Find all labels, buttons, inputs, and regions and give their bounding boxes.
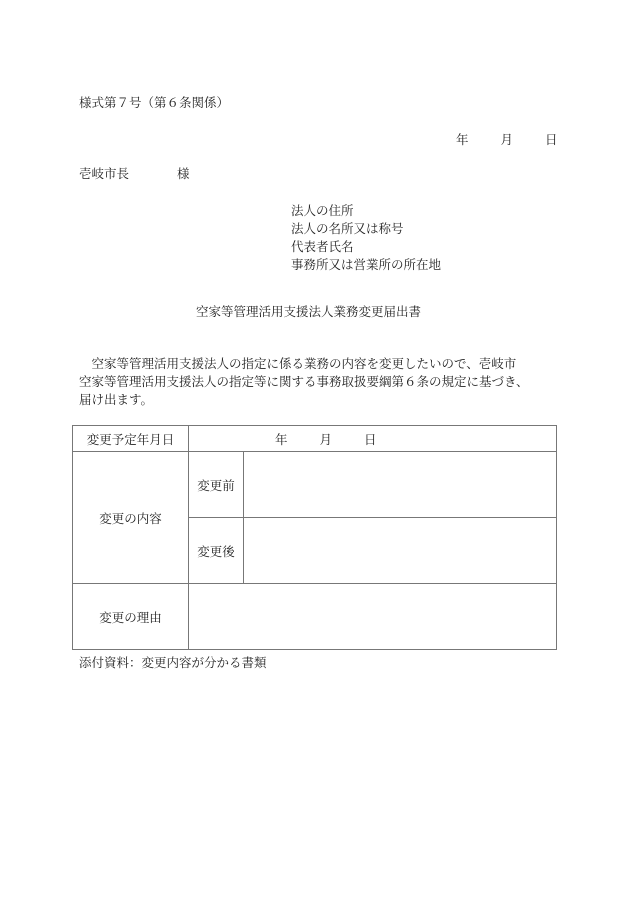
form-number: 様式第７号（第６条関係） bbox=[79, 95, 230, 110]
scheduled-date-field[interactable] bbox=[189, 426, 557, 452]
attachment-note: 添付資料：変更内容が分かる書類 bbox=[79, 655, 267, 670]
scheduled-day-label: 日 bbox=[363, 431, 377, 447]
after-value-field[interactable] bbox=[244, 518, 557, 584]
applicant-address-label: 法人の住所 bbox=[291, 203, 354, 218]
before-label: 変更前 bbox=[189, 452, 244, 518]
scheduled-month-label: 月 bbox=[319, 431, 332, 447]
reason-value-field[interactable] bbox=[189, 584, 557, 650]
submission-date bbox=[456, 132, 557, 148]
addressee bbox=[79, 166, 190, 182]
applicant-office-location-label: 事務所又は営業所の所在地 bbox=[291, 257, 442, 272]
date-day-label: 日 bbox=[544, 132, 558, 147]
applicant-fields bbox=[291, 202, 441, 274]
applicant-representative-label: 代表者氏名 bbox=[291, 239, 354, 254]
scheduled-year-label: 年 bbox=[275, 431, 288, 447]
date-month-label: 月 bbox=[500, 132, 513, 147]
document-title: 空家等管理活用支援法人業務変更届出書 bbox=[196, 304, 422, 319]
body-line-2: 空家等管理活用支援法人の指定等に関する事務取扱要綱第６条の規定に基づき、 bbox=[79, 374, 529, 389]
date-year-label: 年 bbox=[456, 132, 469, 147]
scheduled-date-label: 変更予定年月日 bbox=[73, 426, 189, 452]
reason-label: 変更の理由 bbox=[73, 584, 189, 650]
change-form-table bbox=[72, 425, 557, 650]
addressee-name: 壱岐市長 bbox=[79, 166, 130, 181]
applicant-corp-name-label: 法人の名所又は称号 bbox=[291, 221, 404, 236]
body-line-3: 届け出ます。 bbox=[79, 392, 154, 407]
addressee-honorific: 様 bbox=[177, 166, 190, 181]
body-line-1: 空家等管理活用支援法人の指定に係る業務の内容を変更したいので、壱岐市 bbox=[79, 356, 517, 371]
body-text bbox=[79, 355, 559, 409]
change-content-label: 変更の内容 bbox=[73, 452, 189, 584]
after-label: 変更後 bbox=[189, 518, 244, 584]
before-value-field[interactable] bbox=[244, 452, 557, 518]
